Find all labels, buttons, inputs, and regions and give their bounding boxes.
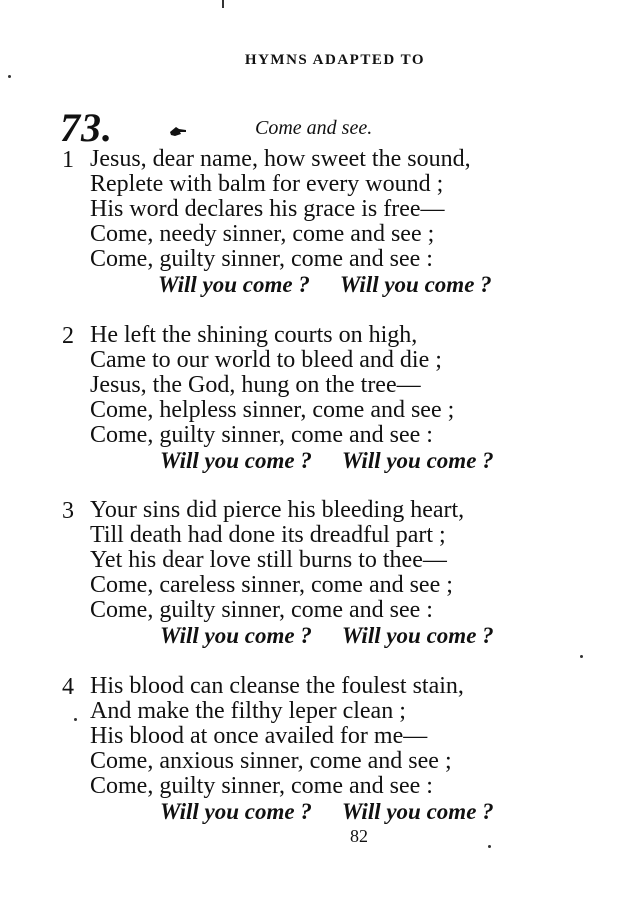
verse-line: Come, guilty sinner, come and see : xyxy=(90,597,433,623)
refrain-part: Will you come ? xyxy=(341,799,494,824)
pointing-hand-icon xyxy=(168,124,188,138)
scan-speck xyxy=(8,75,11,78)
verse-line: Your sins did pierce his bleeding heart, xyxy=(90,497,465,523)
scan-speck xyxy=(74,718,77,721)
running-head: HYMNS ADAPTED TO xyxy=(244,52,426,68)
refrain-part: Will you come ? xyxy=(158,272,310,297)
verse-line: And make the filthy leper clean ; xyxy=(90,698,406,724)
verse-line: His blood at once availed for me— xyxy=(90,723,428,749)
refrain-part: Will you come ? xyxy=(160,799,312,824)
scan-speck xyxy=(488,845,491,848)
verse-line: Come, guilty sinner, come and see : xyxy=(90,422,433,448)
verse-line: Till death had done its dreadful part ; xyxy=(90,522,446,548)
refrain xyxy=(160,448,494,473)
hymn-number: 73. xyxy=(60,105,113,150)
verse-line: Come, helpless sinner, come and see ; xyxy=(90,397,455,423)
verse-number: 2 xyxy=(62,323,74,349)
page-number: 82 xyxy=(350,826,368,846)
refrain-part: Will you come ? xyxy=(160,448,312,473)
refrain xyxy=(160,799,494,824)
verse-line: His blood can cleanse the foulest stain, xyxy=(90,673,464,699)
verse-line: Come, guilty sinner, come and see : xyxy=(90,773,433,799)
refrain-part: Will you come ? xyxy=(160,623,312,648)
verse-line: Come, careless sinner, come and see ; xyxy=(90,572,453,598)
scan-speck xyxy=(580,655,583,658)
verse-line: He left the shining courts on high, xyxy=(90,322,418,348)
verse-number: 1 xyxy=(62,147,74,173)
refrain xyxy=(160,623,494,648)
refrain-part: Will you come ? xyxy=(341,448,494,473)
verse-line: His word declares his grace is free— xyxy=(90,196,445,222)
verse-line: Come, needy sinner, come and see ; xyxy=(90,221,435,247)
verse-line: Come, anxious sinner, come and see ; xyxy=(90,748,452,774)
hymn-title: Come and see. xyxy=(255,117,373,139)
verse-number: 3 xyxy=(62,498,74,524)
verse-line: Replete with balm for every wound ; xyxy=(90,171,444,197)
refrain-part: Will you come ? xyxy=(339,272,492,297)
refrain xyxy=(158,272,492,297)
verse-number: 4 xyxy=(62,674,74,700)
refrain-part: Will you come ? xyxy=(341,623,494,648)
verse-line: Came to our world to bleed and die ; xyxy=(90,347,442,373)
scan-speck xyxy=(222,0,224,8)
verse-line: Yet his dear love still burns to thee— xyxy=(90,547,447,573)
verse-line: Come, guilty sinner, come and see : xyxy=(90,246,433,272)
verse-line: Jesus, the God, hung on the tree— xyxy=(90,372,421,398)
verse-line: Jesus, dear name, how sweet the sound, xyxy=(90,146,471,172)
